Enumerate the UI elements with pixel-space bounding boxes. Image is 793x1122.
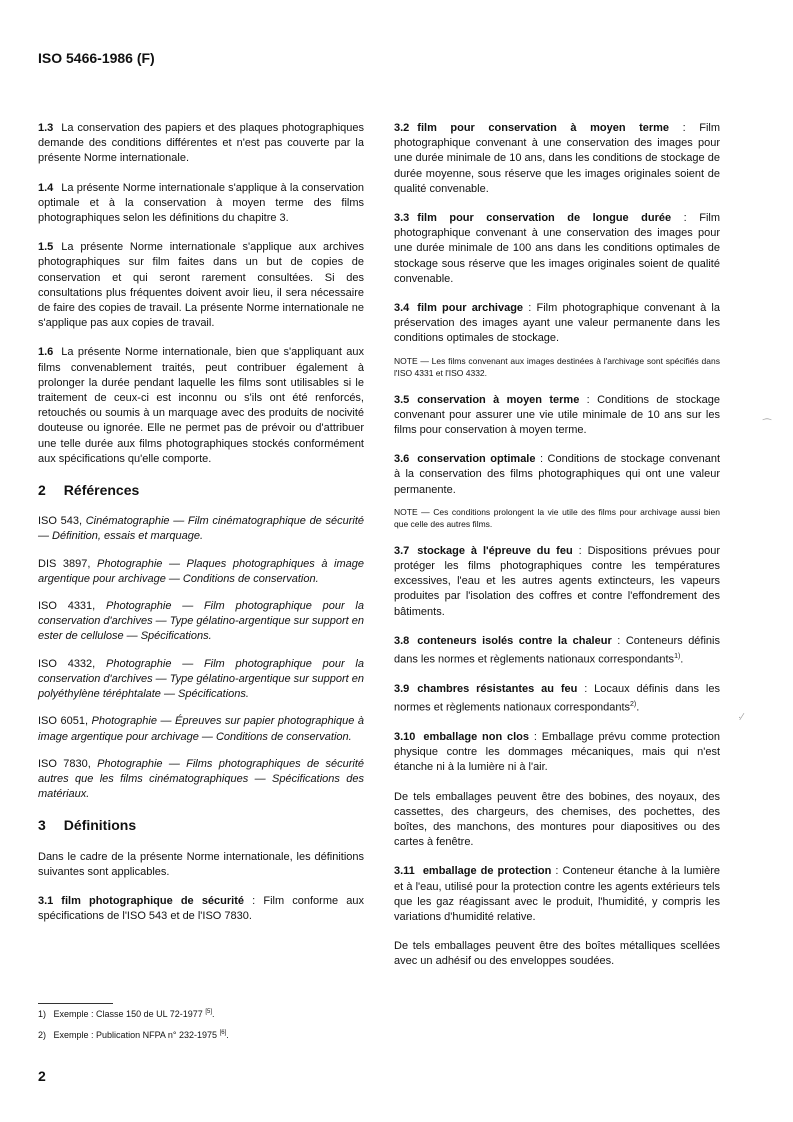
clause-1-4: 1.4 La présente Norme internationale s'applique à la conservation optimale et à la conservation à moyen terme des films photographiques selon les définitions du chapitre 3.: [38, 181, 364, 225]
footnote-1: 1) Exemple : Classe 150 de UL 72-1977 [5].: [38, 1009, 215, 1019]
section-3-heading: 3 Définitions: [38, 817, 137, 834]
right-column: [394, 121, 720, 984]
document-header: ISO 5466-1986 (F): [38, 50, 155, 66]
reference-dis-3897: DIS 3897, Photographie — Plaques photographiques à image argentique pour archivage — Conditions de conservation.: [38, 557, 364, 585]
clause-1-5: 1.5 La présente Norme internationale s'applique aux archives photographiques sur film faites dans un but de copies de conservation et qui seront rarement consultées. Si des consultations plus fréquentes doivent avoir lieu, il sera nécessaire de faire des copies de travail. La présente Norme internationale ne s'applique pas aux copies de travail.: [38, 241, 364, 330]
margin-mark: ⁔: [763, 410, 772, 421]
reference-iso-4331: ISO 4331, Photographie — Film photographique pour la conservation d'archives — Type gélatino-argentique sur support en ester de cellulose — Spécifications.: [38, 600, 364, 643]
clause-1-6: 1.6 La présente Norme internationale, bien que s'appliquant aux films convenablement traités, peut contribuer également à prolonger la durée pendant laquelle les films sont utilisables si le traitement de ceux-ci est inconnu ou s'ils ont été renforcés, retouchés ou soumis à un marquage avec des produits de nocivité douteuse ou ignorée. Elle ne permet pas de prévoir ou d'attribuer une telle durée aux films photographiques stockés conformément aux spécifications qu'elle comporte.: [38, 346, 364, 465]
note-3-4: NOTE — Les films convenant aux images destinées à l'archivage sont spécifiés dans l'ISO 4331 et l'ISO 4332.: [394, 355, 720, 378]
footnote-ref-1: 1): [674, 653, 681, 661]
definition-3-1: 3.1 film photographique de sécurité : Film conforme aux spécifications de l'ISO 543 et de l'ISO 7830.: [38, 894, 364, 923]
definition-3-7: 3.7 stockage à l'épreuve du feu : Dispositions prévues pour protéger les films photographiques contre les températures excessives, l'eau et les autres agents extincteurs, les vapeurs produites par l'isolation des coffres et contre l'effondrement des bâtiments.: [394, 544, 720, 618]
definition-3-3: 3.3 film pour conservation de longue durée : Film photographique convenant à une conservation des images pour une durée minimale de 100 ans dans les conditions optimales de stockage sous réserve que les images originales soient de qualité convenable.: [394, 212, 720, 285]
left-column: [38, 121, 364, 938]
definition-3-10: 3.10 emballage non clos : Emballage prévu comme protection physique contre les dommages mécaniques, mais qui n'est étanche ni à la lumière ni à l'air.: [394, 731, 720, 774]
page-number: 2: [38, 1068, 46, 1084]
definition-3-10-extra: De tels emballages peuvent être des bobines, des noyaux, des cassettes, des chargeurs, des chemises, des pochettes, des boîtes, des manchons, des montures pour diapositives ou des cartes à fenêtre.: [394, 790, 720, 849]
definition-3-8: 3.8 conteneurs isolés contre la chaleur : Conteneurs définis dans les normes et règlements nationaux correspondants$^{1)}$.: [394, 634, 720, 666]
footnote-separator: [38, 1003, 113, 1004]
reference-iso-7830: ISO 7830, Photographie — Films photographiques de sécurité autres que les films cinématographiques — Spécifications des matériaux.: [38, 757, 365, 801]
section-3-intro: Dans le cadre de la présente Norme internationale, les définitions suivantes sont applicables.: [38, 850, 364, 878]
definition-3-6: 3.6 conservation optimale : Conditions de stockage convenant à la conservation des films photographiques qui ont une valeur permanente.: [394, 453, 720, 496]
reference-iso-543: ISO 543, Cinématographie — Film cinématographique de sécurité — Définition, essais et marquage.: [38, 515, 364, 543]
footnote-2: 2) Exemple : Publication NFPA n° 232-1975 [6].: [38, 1030, 229, 1040]
definition-3-2: 3.2 film pour conservation à moyen terme : Film photographique convenant à une conservation des images pour une durée minimale de 10 ans, dans les conditions de stockage de durée moyenne, sous réserve que les images originales soient de qualité convenable.: [394, 122, 721, 195]
clause-1-3: 1.3 La conservation des papiers et des plaques photographiques demande des conditions différentes et n'est pas couverte par la présente Norme internationale.: [38, 122, 364, 165]
definition-3-11: 3.11 emballage de protection : Conteneur étanche à la lumière et à l'eau, utilisé pour la protection contre les agents extérieurs tels que les gaz réagissant avec le produit, l'humidité, y compris les variations d'humidité relative.: [394, 865, 720, 924]
footnote-ref-2: 2): [630, 701, 637, 709]
margin-mark: ·∕: [738, 712, 743, 723]
definition-3-5: 3.5 conservation à moyen terme : Conditions de stockage convenant pour assurer une vie utile minimale de 10 ans sur les films pour conservation à moyen terme.: [394, 393, 720, 437]
definition-3-4: 3.4 film pour archivage : Film photographique convenant à la préservation des images ayant une valeur permanente dans les conditions optimales de stockage.: [394, 302, 720, 345]
section-2-heading: 2 Références: [38, 482, 140, 499]
definition-3-9: 3.9 chambres résistantes au feu : Locaux définis dans les normes et règlements nationaux correspondants$^{2)}$.: [394, 682, 720, 714]
reference-iso-4332: ISO 4332, Photographie — Film photographique pour la conservation d'archives — Type gélatino-argentique sur support en polyéthylène téréphtalate — Spécifications.: [38, 657, 364, 701]
reference-iso-6051: ISO 6051, Photographie — Épreuves sur papier photographique à image argentique pour archivage — Conditions de conservation.: [38, 715, 364, 743]
definition-3-11-extra: De tels emballages peuvent être des boîtes métalliques scellées avec un adhésif ou des enveloppes soudées.: [394, 940, 720, 968]
note-3-6: NOTE — Ces conditions prolongent la vie utile des films pour archivage aussi bien que celle des autres films.: [394, 506, 720, 529]
